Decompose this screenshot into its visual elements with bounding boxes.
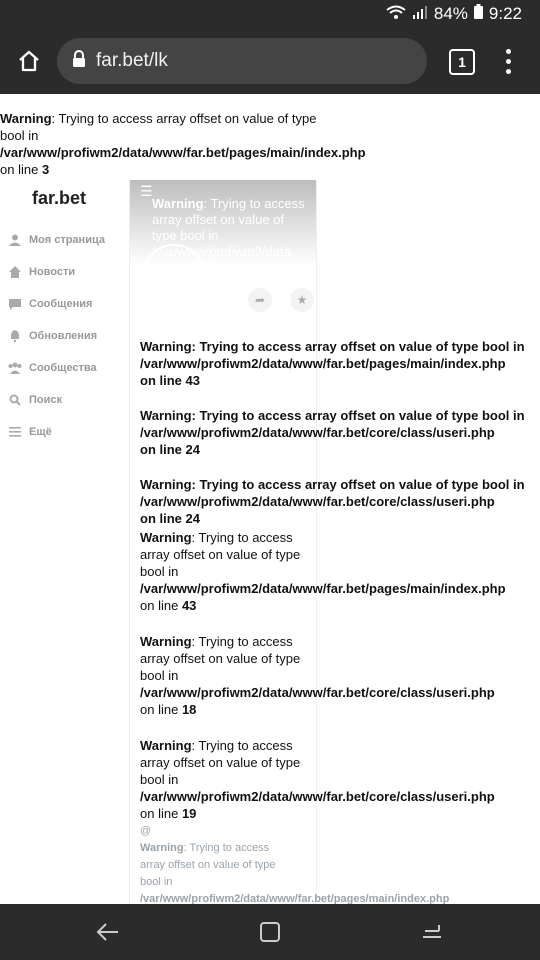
battery-icon	[474, 4, 483, 24]
sidebar-item-more[interactable]: Ещё	[8, 426, 52, 438]
warning-block-1: Warning: Trying to access array offset on value of type bool in /var/www/profiwm2/data/www/far.bet/pages/main/index.php on line 3	[0, 111, 366, 177]
home-icon	[17, 49, 41, 73]
star-icon[interactable]: ★	[290, 288, 314, 312]
recents-icon	[421, 921, 443, 943]
tab-switcher-button[interactable]	[449, 49, 475, 75]
warning-block-7: Warning: Trying to access array offset on value of type bool in /var/www/profiwm2/data/www/far.bet/core/class/useri.php on line 19	[140, 738, 495, 821]
system-nav-bar	[0, 904, 540, 960]
sidebar-item-updates[interactable]: Обновления	[8, 330, 97, 342]
back-button[interactable]	[96, 920, 120, 944]
status-bar	[0, 0, 540, 30]
warning-block-6: Warning: Trying to access array offset on value of type bool in /var/www/profiwm2/data/www/far.bet/core/class/useri.php on line 18	[140, 634, 495, 717]
lock-icon	[72, 50, 86, 73]
battery-percent: 84%	[433, 4, 468, 23]
sidebar-item-my-page[interactable]: Моя страница	[8, 234, 105, 246]
sidebar-item-communities[interactable]: Сообщества	[8, 362, 97, 374]
group-icon	[8, 362, 22, 374]
card-actions	[248, 288, 314, 312]
chat-icon	[8, 298, 22, 310]
browser-toolbar	[0, 30, 540, 94]
clock: 9:22	[488, 4, 522, 23]
warning-block-4: Warning: Trying to access array offset on value of type bool in /var/www/profiwm2/data/www/far.bet/core/class/useri.php on line 24	[140, 477, 525, 526]
avatar[interactable]	[142, 244, 206, 308]
hamburger-icon[interactable]: ☰	[140, 183, 153, 199]
sidebar-item-news[interactable]: Новости	[8, 266, 75, 278]
share-icon[interactable]: ➦	[248, 288, 272, 312]
site-logo[interactable]: far.bet	[32, 188, 87, 208]
warning-block-5: Warning: Trying to access array offset on value of type bool in /var/www/profiwm2/data/www/far.bet/pages/main/index.php on line 43	[140, 530, 506, 613]
card-header-warning: Warning: Trying to access array offset on value of type bool in /var/www/profiwm2/data	[152, 196, 305, 259]
user-icon	[8, 234, 22, 246]
warning-block-2: Warning: Trying to access array offset on value of type bool in /var/www/profiwm2/data/www/far.bet/pages/main/index.php on line 43	[140, 339, 525, 388]
bell-icon	[8, 330, 22, 342]
page-content	[0, 94, 540, 904]
menu-icon	[8, 426, 22, 438]
home-button[interactable]	[14, 46, 44, 76]
search-icon	[8, 394, 22, 406]
warning-block-8: @ Warning: Trying to access array offset on value of type bool in /var/www/profiwm2/data/www/far.bet/pages/main/index.php	[140, 825, 450, 904]
sidebar-item-messages[interactable]: Сообщения	[8, 298, 92, 310]
sidebar-item-search[interactable]: Поиск	[8, 394, 62, 406]
home-square-icon	[259, 921, 281, 943]
signal-icon	[412, 4, 428, 24]
browser-menu-button[interactable]	[500, 46, 516, 76]
address-bar[interactable]	[57, 38, 427, 84]
url-text: far.bet/lk	[96, 50, 168, 71]
home-nav-button[interactable]	[258, 920, 282, 944]
back-icon	[96, 922, 120, 942]
wifi-icon	[386, 4, 406, 24]
warning-block-3: Warning: Trying to access array offset on value of type bool in /var/www/profiwm2/data/www/far.bet/core/class/useri.php on line 24	[140, 408, 525, 457]
home-icon	[8, 266, 22, 278]
recents-button[interactable]	[420, 920, 444, 944]
tab-count: 1	[458, 54, 466, 70]
